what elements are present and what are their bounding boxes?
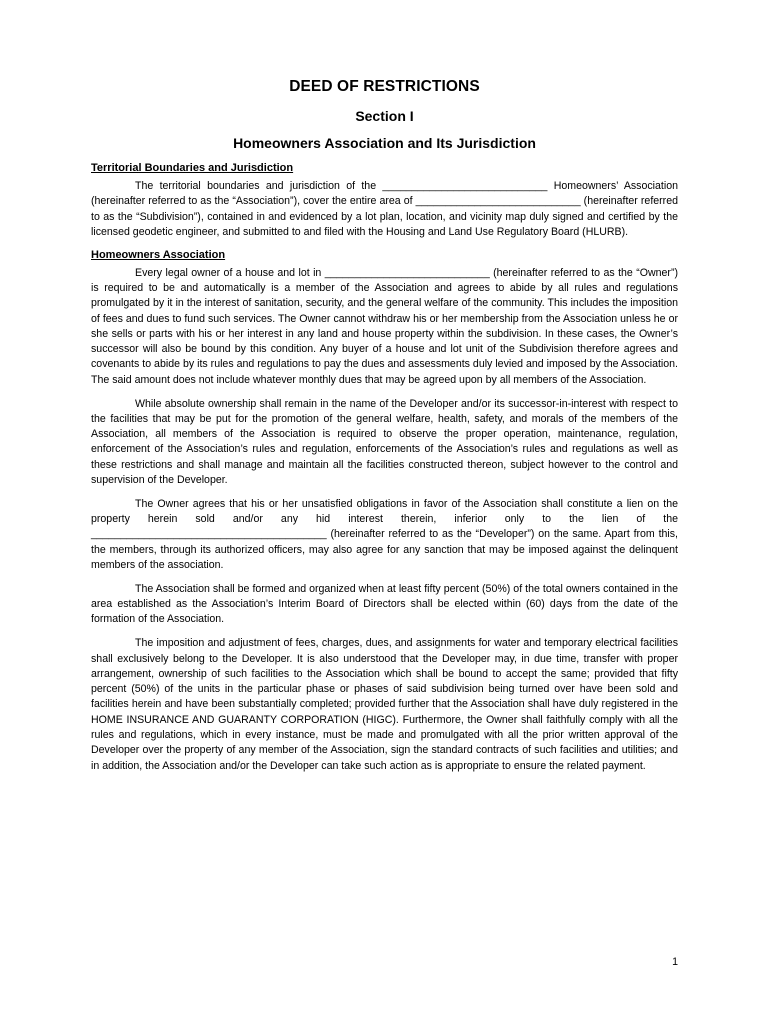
document-title: DEED OF RESTRICTIONS (289, 78, 480, 95)
paragraph-fees-and-facilities: The imposition and adjustment of fees, charges, dues, and assignments for water and temporary electrical facilities shall exclusively belong to the Developer. It is also understood that the Developer may, in due time, transfer with proper arrangement, ownership of such facilities to the Association which shall be bound to accept the same; provided that fifty percent (50%) of the units in the particular phase or phases of said subdivision being turned over have been sold and facilities herein and have been substantially completed; provided further that the Association shall have duly registered in the HOME INSURANCE AND GUARANTY CORPORATION (HIGC). Furthermore, the Owner shall faithfully comply with all the rules and regulations, which in every instance, must be made and promulgated with all the prior written approval of the Developer over the property of any member of the Association, sign the standard contracts of such facilities and utilities; and in addition, the Association and/or the Developer can take such action as is appropriate to ensure the related payment. (91, 637, 678, 772)
page-number: 1 (672, 956, 678, 968)
section-title: Homeowners Association and Its Jurisdiction (233, 135, 536, 151)
section-label: Section I (355, 108, 414, 124)
heading-homeowners-association: Homeowners Association (91, 248, 226, 261)
heading-territorial-boundaries: Territorial Boundaries and Jurisdiction (91, 162, 294, 174)
paragraph-lien: The Owner agrees that his or her unsatisfied obligations in favor of the Association shall constitute a lien on the property herein sold and/or any hid interest therein, inferior only to the lien of the ________________________________________ (hereinafter referred to as the “Developer”) on the same. Apart from this, the members, through its authorized officers, may also agree for any sanction that may be imposed against the delinquent members of the association. (91, 497, 678, 572)
paragraph-ownership: While absolute ownership shall remain in the name of the Developer and/or its successor-in-interest with respect to the facilities that may be put for the promotion of the general welfare, health, safety, and morals of the members of the Association, all members of the Association is required to observe the proper operation, maintenance, regulation, enforcement of the Association’s rules and regulation, enforcements of the Association’s rules and regulations as well as these restrictions and shall manage and maintain all the facilities constructed thereon, subject however to the control and supervision of the Developer. (91, 397, 678, 487)
paragraph-membership: Every legal owner of a house and lot in ____________________________ (hereinafter referred to as the “Owner”) is required to be and automatically is a member of the Association and agrees to abide by all rules and regulations promulgated by it in the interest of sanitation, security, and the general welfare of the community. This includes the imposition of fees and dues to fund such services. The Owner cannot withdraw his or her membership from the Association unless he or she sells or parts with his or her interest in any land and house property within the subdivision. In these cases, the Owner’s successor will also be bound by this condition. Any buyer of a house and lot unit of the Subdivision therefore agrees and covenants to abide by its rules and regulations to pay the dues and assessments duly levied and imposed by the Association. The said amount does not include whatever monthly dues that may be agreed upon by all members of the Association. (91, 266, 678, 386)
paragraph-territorial-boundaries: The territorial boundaries and jurisdiction of the ____________________________ Homeowners’ Association (hereinafter referred to as the “Association”), cover the entire area of ____________________________ (hereinafter referred to as the “Subdivision”), contained in and evidenced by a lot plan, location, and vicinity map duly signed and certified by the licensed geodetic engineer, and submitted to and filed with the Housing and Land Use Regulatory Board (HLURB). (91, 180, 678, 238)
paragraph-formation: The Association shall be formed and organized when at least fifty percent (50%) of the total owners contained in the area established as the Association’s Interim Board of Directors shall be elected within (60) days from the date of the formation of the Association. (91, 582, 678, 626)
